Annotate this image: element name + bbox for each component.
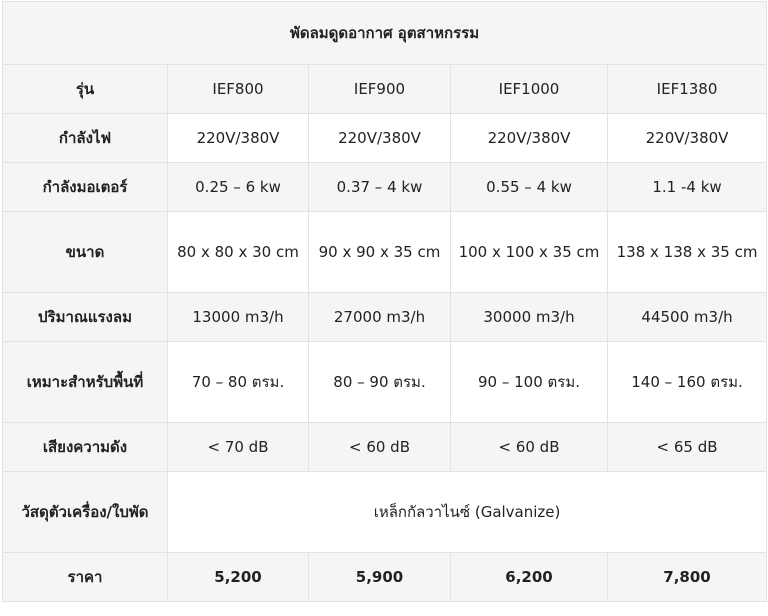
row-label-material: วัสดุตัวเครื่อง/ใบพัด bbox=[3, 472, 168, 553]
cell-power: 220V/380V bbox=[309, 114, 451, 163]
table-row bbox=[3, 212, 767, 293]
cell-power: 220V/380V bbox=[168, 114, 309, 163]
table-row bbox=[3, 472, 767, 553]
cell-motor: 0.25 – 6 kw bbox=[168, 163, 309, 212]
table-row bbox=[3, 553, 767, 602]
row-label-size: ขนาด bbox=[3, 212, 168, 293]
row-label-motor: กำลังมอเตอร์ bbox=[3, 163, 168, 212]
row-label-noise: เสียงความดัง bbox=[3, 423, 168, 472]
cell-area: 70 – 80 ตรม. bbox=[168, 342, 309, 423]
cell-power: 220V/380V bbox=[451, 114, 608, 163]
cell-size: 100 x 100 x 35 cm bbox=[451, 212, 608, 293]
cell-area: 80 – 90 ตรม. bbox=[309, 342, 451, 423]
table-title-row bbox=[3, 2, 767, 65]
cell-size: 90 x 90 x 35 cm bbox=[309, 212, 451, 293]
table-row bbox=[3, 65, 767, 114]
table-row bbox=[3, 114, 767, 163]
cell-airflow: 13000 m3/h bbox=[168, 293, 309, 342]
cell-airflow: 30000 m3/h bbox=[451, 293, 608, 342]
cell-model: IEF1000 bbox=[451, 65, 608, 114]
row-label-price: ราคา bbox=[3, 553, 168, 602]
table-title: พัดลมดูดอากาศ อุตสาหกรรม bbox=[3, 2, 767, 65]
cell-price: 6,200 bbox=[451, 553, 608, 602]
cell-noise: < 60 dB bbox=[309, 423, 451, 472]
cell-price: 7,800 bbox=[608, 553, 767, 602]
cell-model: IEF1380 bbox=[608, 65, 767, 114]
cell-price: 5,200 bbox=[168, 553, 309, 602]
row-label-model: รุ่น bbox=[3, 65, 168, 114]
table-row bbox=[3, 423, 767, 472]
cell-power: 220V/380V bbox=[608, 114, 767, 163]
table-row bbox=[3, 163, 767, 212]
cell-model: IEF800 bbox=[168, 65, 309, 114]
cell-motor: 1.1 -4 kw bbox=[608, 163, 767, 212]
cell-size: 138 x 138 x 35 cm bbox=[608, 212, 767, 293]
cell-area: 90 – 100 ตรม. bbox=[451, 342, 608, 423]
cell-size: 80 x 80 x 30 cm bbox=[168, 212, 309, 293]
cell-noise: < 70 dB bbox=[168, 423, 309, 472]
row-label-airflow: ปริมาณแรงลม bbox=[3, 293, 168, 342]
cell-motor: 0.55 – 4 kw bbox=[451, 163, 608, 212]
row-label-area: เหมาะสำหรับพื้นที่ bbox=[3, 342, 168, 423]
cell-price: 5,900 bbox=[309, 553, 451, 602]
cell-airflow: 44500 m3/h bbox=[608, 293, 767, 342]
cell-noise: < 65 dB bbox=[608, 423, 767, 472]
cell-noise: < 60 dB bbox=[451, 423, 608, 472]
cell-area: 140 – 160 ตรม. bbox=[608, 342, 767, 423]
table-row bbox=[3, 293, 767, 342]
cell-material: เหล็กกัลวาไนซ์ (Galvanize) bbox=[168, 472, 767, 553]
cell-airflow: 27000 m3/h bbox=[309, 293, 451, 342]
cell-model: IEF900 bbox=[309, 65, 451, 114]
table-row bbox=[3, 342, 767, 423]
fan-spec-table bbox=[2, 1, 767, 602]
cell-motor: 0.37 – 4 kw bbox=[309, 163, 451, 212]
row-label-power: กำลังไฟ bbox=[3, 114, 168, 163]
